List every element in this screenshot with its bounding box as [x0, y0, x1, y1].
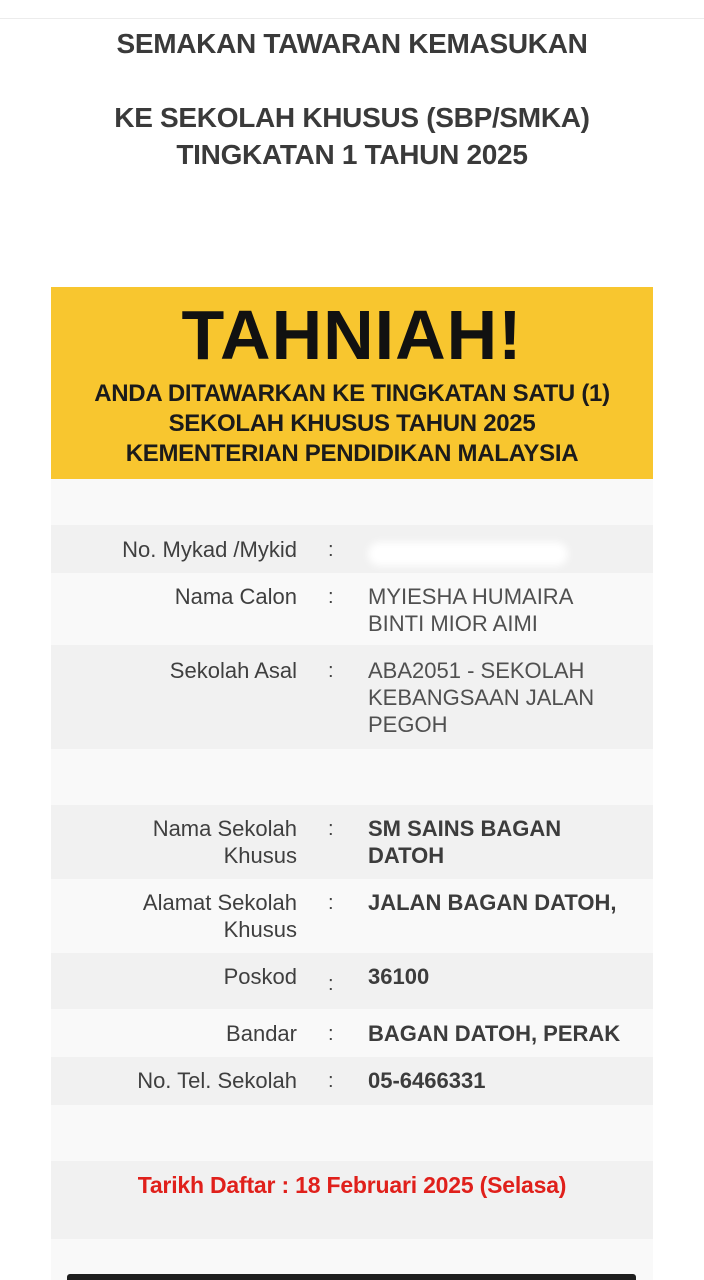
banner-subtitle-2: SEKOLAH KHUSUS TAHUN 2025 — [168, 410, 536, 437]
banner-title: TAHNIAH! — [181, 296, 523, 374]
school-name-line-1: SM SAINS BAGAN — [368, 816, 562, 841]
mykad-label: No. Mykad /Mykid — [122, 537, 297, 562]
separator: : — [328, 892, 334, 914]
separator: : — [328, 1023, 334, 1045]
registration-date: Tarikh Daftar : 18 Februari 2025 (Selasa) — [137, 1172, 567, 1198]
postcode-label: Poskod — [223, 964, 297, 989]
candidate-name-label: Nama Calon — [174, 584, 297, 609]
school-name-line-2: DATOH — [368, 843, 445, 868]
origin-school-line-1: ABA2051 - SEKOLAH — [368, 658, 585, 683]
separator: : — [328, 539, 334, 561]
candidate-name-line-2: BINTI MIOR AIMI — [368, 611, 538, 636]
separator: : — [328, 586, 334, 608]
school-phone-label: No. Tel. Sekolah — [137, 1068, 297, 1093]
row-band — [51, 479, 653, 525]
page-title-line-1: SEMAKAN TAWARAN KEMASUKAN — [116, 28, 588, 59]
separator: : — [328, 818, 334, 840]
page-title-line-2: KE SEKOLAH KHUSUS (SBP/SMKA) — [114, 102, 590, 133]
banner-subtitle-1: ANDA DITAWARKAN KE TINGKATAN SATU (1) — [94, 380, 610, 407]
result-card — [51, 287, 653, 1280]
school-address-value: JALAN BAGAN DATOH, — [368, 890, 617, 915]
separator: : — [328, 660, 334, 682]
city-value: BAGAN DATOH, PERAK — [368, 1021, 621, 1046]
top-divider — [0, 18, 704, 19]
congratulations-banner — [51, 287, 653, 479]
school-address-label-1: Alamat Sekolah — [142, 890, 297, 915]
bottom-bar — [67, 1274, 636, 1280]
school-phone-value: 05-6466331 — [368, 1068, 486, 1093]
row-band — [51, 1105, 653, 1161]
school-name-label-2: Khusus — [223, 843, 297, 868]
origin-school-line-2: KEBANGSAAN JALAN — [368, 685, 595, 710]
postcode-value: 36100 — [368, 964, 430, 989]
page-title-line-3: TINGKATAN 1 TAHUN 2025 — [176, 139, 528, 170]
redacted-mykad — [368, 542, 568, 566]
origin-school-line-3: PEGOH — [368, 712, 448, 737]
origin-school-label: Sekolah Asal — [169, 658, 297, 683]
city-label: Bandar — [226, 1021, 297, 1046]
school-address-label-2: Khusus — [223, 917, 297, 942]
row-band — [51, 749, 653, 805]
separator: : — [328, 1070, 334, 1092]
separator: : — [328, 973, 334, 995]
banner-subtitle-3: KEMENTERIAN PENDIDIKAN MALAYSIA — [125, 440, 579, 467]
candidate-name-line-1: MYIESHA HUMAIRA — [368, 584, 574, 609]
school-name-label-1: Nama Sekolah — [152, 816, 297, 841]
